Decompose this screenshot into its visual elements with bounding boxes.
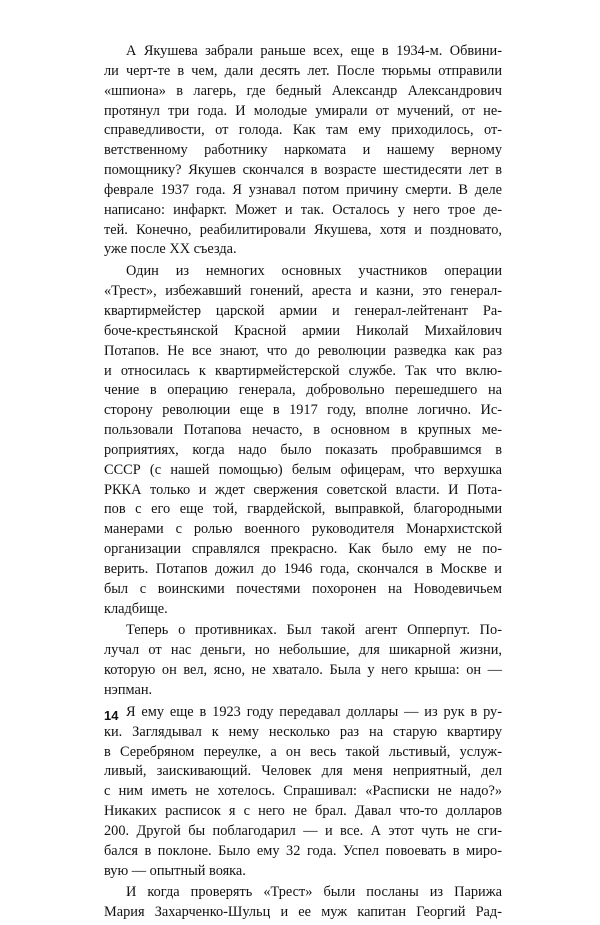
- text-line: организации справлялся прекрасно. Как было ему не по-: [104, 541, 502, 558]
- text-line: ки. Заглядывал к нему несколько раз на старую квартиру: [104, 723, 502, 740]
- text-line: в Серебряном переулке, а он весь такой льстивый, услуж-: [104, 743, 502, 760]
- text-line: протянул три года. И молодые умирали от мучений, от не-: [104, 102, 502, 119]
- book-page: [104, 42, 502, 925]
- text-line: и относилась к квартирмейстерской службе. Так что вклю-: [104, 362, 502, 379]
- text-line: Мария Захарченко-Шульц и ее муж капитан Георгий Рад-: [104, 904, 502, 921]
- text-line: ли черт-те в чем, дали десять лет. После тюрьмы отправили: [104, 62, 502, 79]
- text-line: справедливости, от голода. Как там ему приходилось, от-: [104, 122, 502, 139]
- text-line: боче-крестьянской Красной армии Николай Михайлович: [104, 322, 502, 339]
- text-line: Никаких расписок я с него не брал. Давал что-то долларов: [104, 803, 502, 820]
- text-line: манерами с ролью военного руководителя Монархистской: [104, 521, 502, 538]
- paragraph-trest-check: [104, 883, 502, 923]
- text-line: «шпиона» в лагерь, где бедный Александр Александрович: [104, 82, 502, 99]
- text-line: Теперь о противниках. Был такой агент Опперпут. По-: [126, 622, 502, 639]
- paragraph-opperput: [104, 621, 502, 700]
- paragraph-potapov: [104, 262, 502, 619]
- text-line: верить. Потапов дожил до 1946 года, скончался в Москве и: [104, 560, 502, 577]
- page-number: 14: [104, 708, 119, 723]
- text-line: Я ему еще в 1923 году передавал доллары — из рук в ру-: [126, 703, 502, 720]
- text-line: нэпман.: [104, 682, 153, 698]
- text-line: Один из немногих основных участников операции: [126, 263, 502, 280]
- text-line: «Трест», избежавший гонений, ареста и казни, это генерал-: [104, 283, 502, 300]
- text-line: сторону революции еще в 1917 году, вполне логично. Ис-: [104, 402, 502, 419]
- text-line: пов с его еще той, гвардейской, выправкой, благородными: [104, 501, 502, 518]
- text-line: был с воинскими почестями похоронен на Новодевичьем: [104, 580, 502, 597]
- text-line: Потапов. Не все знают, что до революции разведка как раз: [104, 342, 502, 359]
- text-line: чение в операцию генерала, добровольно перешедшего на: [104, 382, 502, 399]
- text-line: ветственному работнику наркомата и нашему верному: [104, 142, 502, 159]
- text-line: с ним иметь не хотелось. Спрашивал: «Расписки не надо?»: [104, 783, 502, 800]
- text-line: уже после XX съезда.: [104, 241, 237, 258]
- text-line: написано: инфаркт. Может и так. Осталось у него трое де-: [104, 201, 502, 218]
- text-line: бался в поклоне. Было ему 32 года. Успел повоевать в миро-: [104, 842, 502, 859]
- paragraph-yakushev: [104, 42, 502, 260]
- text-line: кладбище.: [104, 600, 168, 617]
- text-line: И когда проверять «Трест» были посланы из Парижа: [126, 884, 502, 901]
- text-line: вую — опытный вояка.: [104, 862, 246, 879]
- text-line: ливый, заискивающий. Человек для меня неприятный, дел: [104, 763, 502, 780]
- text-line: СССР (с нашей помощью) белым офицерам, что верхушка: [104, 461, 502, 478]
- text-line: которую он вел, ясно, не хватало. Была у него крыша: он —: [104, 662, 502, 679]
- text-line: 200. Другой бы поблагодарил — и все. А этот чуть не сги-: [104, 822, 502, 839]
- text-line: лучал от нас деньги, но небольшие, для шикарной жизни,: [104, 642, 502, 659]
- text-line: квартирмейстер царской армии и генерал-лейтенант Ра-: [104, 302, 502, 319]
- text-line: пользовали Потапова нечасто, в основном в крупных ме-: [104, 422, 502, 439]
- text-line: феврале 1937 года. Я узнавал потом причину смерти. В деле: [104, 181, 502, 198]
- text-line: тей. Конечно, реабилитировали Якушева, хотя и поздновато,: [104, 221, 502, 238]
- text-line: помощнику? Якушев скончался в возрасте шестидесяти лет в: [104, 162, 502, 179]
- paragraph-dollars: [104, 703, 502, 882]
- text-line: роприятиях, когда надо было показать пробравшимся в: [104, 441, 502, 458]
- text-line: А Якушева забрали раньше всех, еще в 1934-м. Обвини-: [126, 43, 502, 59]
- text-line: РККА только и ждет свержения советской власти. И Пота-: [104, 481, 502, 498]
